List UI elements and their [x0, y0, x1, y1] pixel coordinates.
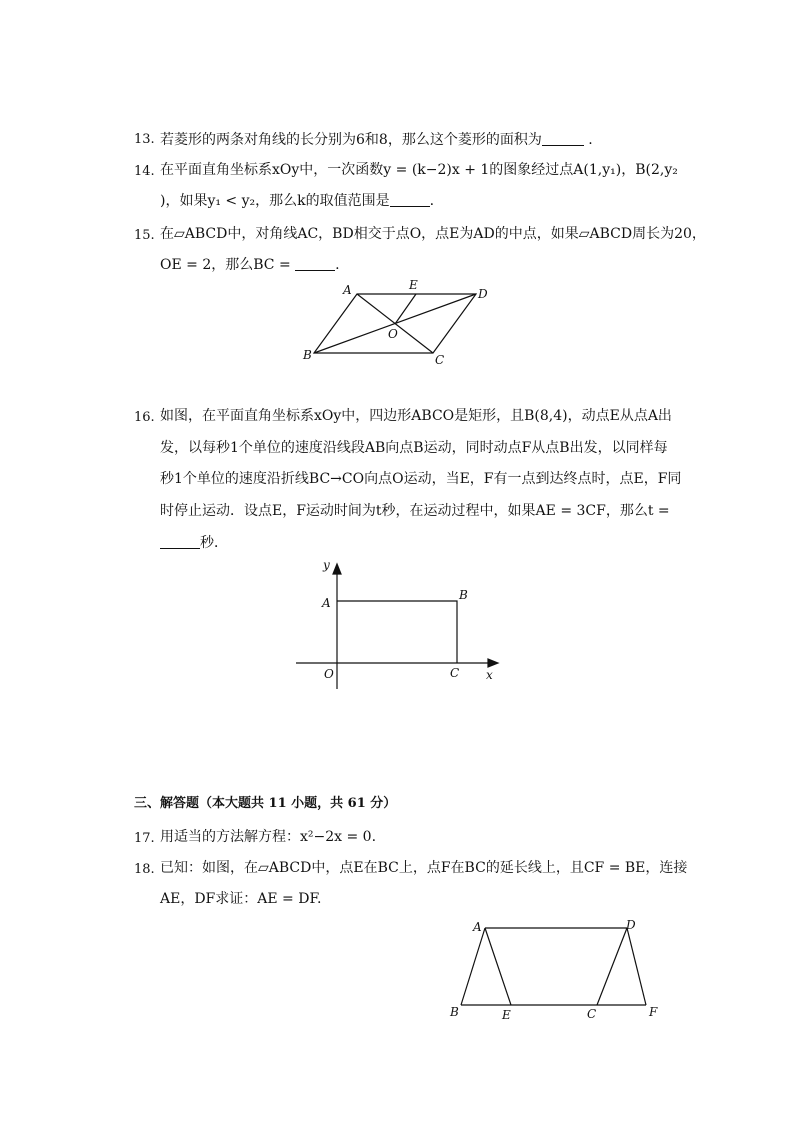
question-17-text: 用适当的方法解方程：x²−2x = 0.: [160, 829, 377, 845]
question-17-number: 17.: [134, 831, 155, 846]
question-16-line-1: 如图，在平面直角坐标系xOy中，四边形ABCO是矩形，且B(8,4)，动点E从点A出: [160, 408, 672, 424]
label-f: F: [649, 1005, 658, 1019]
question-18-line-1: 已知：如图，在▱ABCD中，点E在BC上，点F在BC的延长线上，且CF = BE，连接: [160, 860, 688, 876]
question-18-number: 18.: [134, 862, 155, 877]
label-b: B: [459, 588, 468, 602]
label-d: D: [478, 287, 488, 301]
question-14-number: 14.: [134, 164, 155, 179]
label-e: E: [409, 278, 418, 292]
segment-ab: [461, 928, 485, 1005]
question-14-line-1: 在平面直角坐标系xOy中，一次函数y = (k−2)x + 1的图象经过点A(1,y₁)，B(2,y₂: [160, 162, 678, 178]
label-b: B: [450, 1005, 459, 1019]
question-13-stem: 若菱形的两条对角线的长分别为6和8，那么这个菱形的面积为: [160, 132, 542, 148]
label-a: A: [322, 596, 331, 610]
label-b: B: [303, 348, 312, 362]
segment-df: [627, 928, 646, 1005]
question-15-period: .: [335, 257, 340, 273]
question-13-number: 13.: [134, 132, 155, 147]
label-d: D: [626, 918, 636, 932]
question-16-number: 16.: [134, 410, 155, 425]
question-14-period: .: [429, 193, 435, 209]
question-16-line-3: 秒1个单位的速度沿折线BC→CO向点O运动，当E，F有一点到达终点时，点E，F同: [160, 471, 682, 487]
label-c: C: [587, 1007, 597, 1021]
label-o: O: [324, 667, 334, 681]
question-15-stem: OE = 2，那么BC =: [160, 257, 291, 273]
question-14-stem: )，如果y₁ < y₂，那么k的取值范围是: [160, 193, 390, 209]
label-x-axis: x: [486, 668, 493, 682]
question-16-line-2: 发，以每秒1个单位的速度沿线段AB向点B运动，同时动点F从点B出发，以同样每: [160, 440, 668, 456]
label-a: A: [473, 920, 482, 934]
section-3-title: 三、解答题（本大题共 11 小题，共 61 分）: [134, 796, 397, 811]
label-a: A: [343, 283, 352, 297]
label-c: C: [435, 353, 445, 367]
label-c: C: [450, 666, 460, 680]
question-15-line-1: 在▱ABCD中，对角线AC，BD相交于点O，点E为AD的中点，如果▱ABCD周长为20，: [160, 226, 706, 242]
segment-ae: [485, 928, 511, 1005]
segment-dc: [597, 928, 627, 1005]
question-15-number: 15.: [134, 228, 155, 243]
question-13-period: .: [588, 132, 593, 148]
label-e: E: [502, 1008, 511, 1022]
question-16-unit: 秒．: [200, 535, 228, 551]
question-16-line-4: 时停止运动．设点E，F运动时间为t秒，在运动过程中，如果AE = 3CF，那么t =: [160, 503, 670, 519]
label-y-axis: y: [323, 558, 330, 572]
label-o: O: [388, 327, 398, 341]
question-18-line-2: AE，DF求证：AE = DF.: [160, 891, 322, 907]
